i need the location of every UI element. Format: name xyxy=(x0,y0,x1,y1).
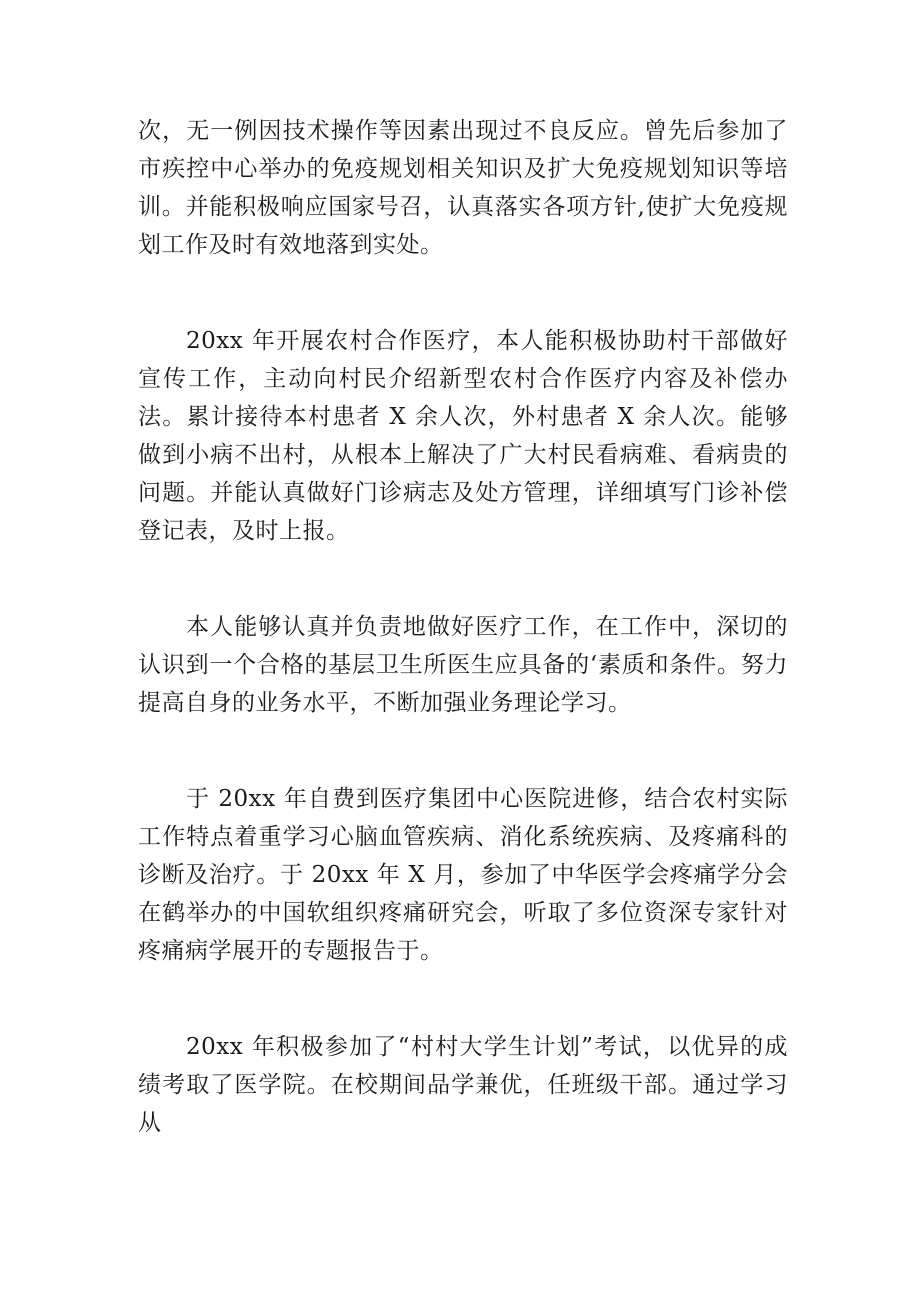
document-body xyxy=(138,112,788,1200)
paragraph-4: 于 20xx 年自费到医疗集团中心医院进修，结合农村实际工作特点着重学习心脑血管疾病、消化系统疾病、及疼痛科的诊断及治疗。于 20xx 年 X 月，参加了中华医学会疼痛学分会在鹤举办的中国软组织疼痛研究会，听取了多位资深专家针对疼痛病学展开的专题报告于。 xyxy=(138,786,788,964)
paragraph-2: 20xx 年开展农村合作医疗，本人能积极协助村干部做好宣传工作，主动向村民介绍新型农村合作医疗内容及补偿办法。累计接待本村患者 X 余人次，外村患者 X 余人次。能够做到小病不出村，从根本上解决了广大村民看病难、看病贵的问题。并能认真做好门诊病志及处方管理，详细填写门诊补偿登记表，及时上报。 xyxy=(138,328,788,544)
paragraph-3: 本人能够认真并负责地做好医疗工作，在工作中，深切的认识到一个合格的基层卫生所医生应具备的‘素质和条件。努力提高自身的业务水平，不断加强业务理论学习。 xyxy=(138,614,788,716)
paragraph-5: 20xx 年积极参加了“村村大学生计划”考试，以优异的成绩考取了医学院。在校期间品学兼优，任班级干部。通过学习从 xyxy=(138,1034,788,1136)
paragraph-1: 次，无一例因技术操作等因素出现过不良反应。曾先后参加了市疾控中心举办的免疫规划相关知识及扩大免疫规划知识等培训。并能积极响应国家号召，认真落实各项方针,使扩大免疫规划工作及时有效地落到实处。 xyxy=(138,118,788,258)
